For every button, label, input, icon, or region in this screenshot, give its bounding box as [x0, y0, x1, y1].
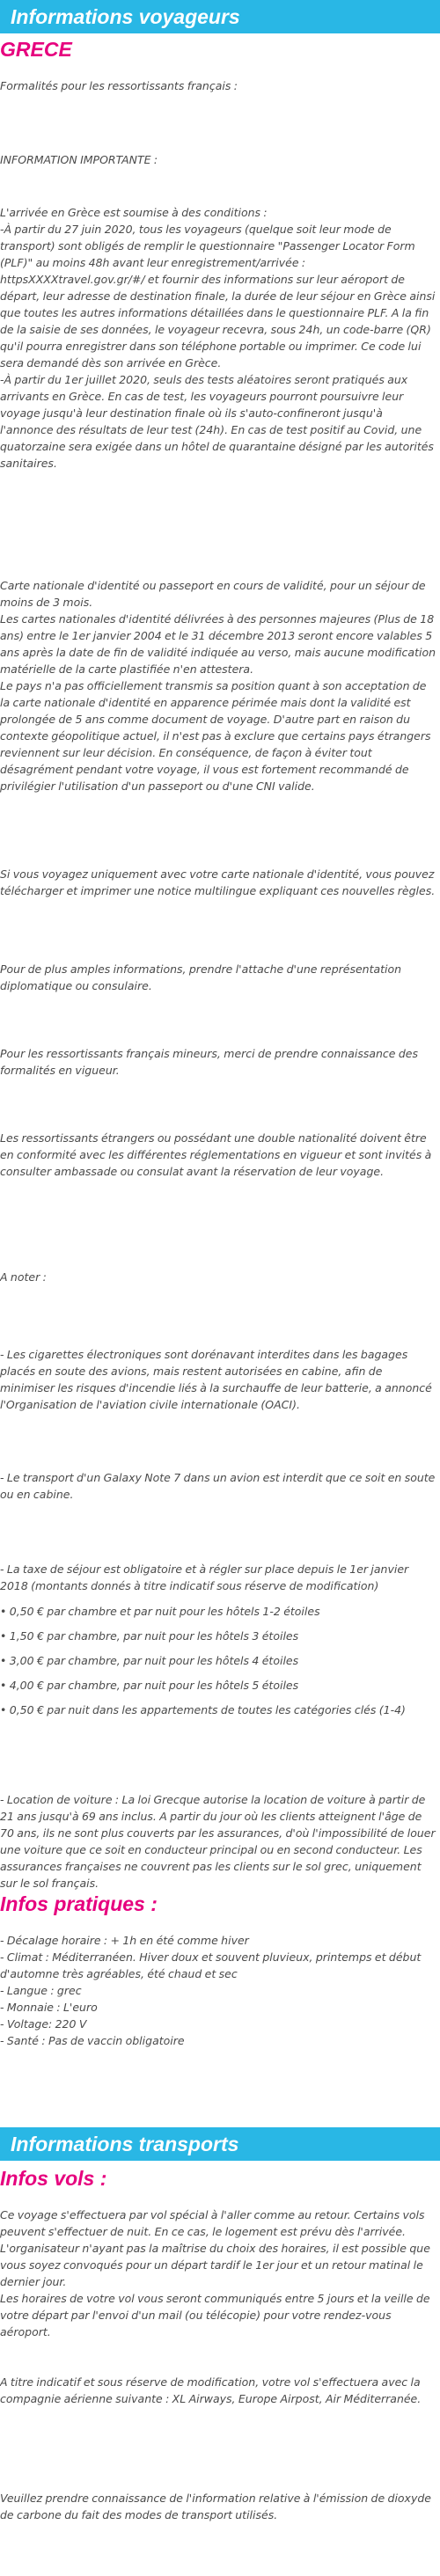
arrival-conditions-text: L'arrivée en Grèce est soumise à des conditions : -À partir du 27 juin 2020, tous les voyageurs (quelque soit leur mode de transport) sont obligés de remplir le questionnaire "Passenger Locator Form (PLF)" au moins 48h avant leur enregistrement/arrivée : httpsXXXXtravel.gov.gr/#/ et fournir des informations sur leur aéroport de départ, leur adresse de destination finale, la durée de leur séjour en Grèce ainsi que toutes les autres informations détaillées dans le questionnaire PLF. A la fin de la saisie de ses données, le voyageur recevra, sous 24h, un code-barre (QR) qu'il pourra enregistrer dans son téléphone portable ou imprimer. Ce code lui sera demandé dès son arrivée en Grèce. -À partir du 1er juillet 2020, seuls des tests aléatoires seront pratiqués aux arrivants en Grèce. En cas de test, les voyageurs pourront poursuivre leur voyage jusqu'à leur destination finale où ils s'auto-confineront jusqu'à l'annonce des résultats de leur test (24h). En cas de test positif au Covid, une quatorzaine sera exigée dans un hôtel de quarantaine désigné par les autorités sanitaires. [0, 206, 436, 470]
co2-emission-text: Veuillez prendre connaissance de l'information relative à l'émission de dioxyde de carbone du fait des modes de transport utilisés. [0, 2492, 431, 2521]
list-item: • 1,50 € par chambre, par nuit pour les hôtels 3 étoiles [0, 1629, 299, 1643]
identity-document-text: Carte nationale d'identité ou passeport en cours de validité, pour un séjour de moins de 3 mois. Les cartes nationales d'identité délivrées à des personnes majeures (Plus de 18 ans) entre le 1er janvier 2004 et le 31 décembre 2013 seront encore valables 5 ans après la date de fin de validité indiquée au verso, mais aucune modification matérielle de la carte plastifiée n'en attestera. Le pays n'a pas officiellement transmis sa position quant à son acceptation de la carte nationale d'identité en apparence périmée mais dont la validité est prolongée de 5 ans comme document de voyage. D'autre part en raison du contexte géopolitique actuel, il n'est pas à exclure que certains pays étrangers reviennent sur leur décision. En conséquence, de façon à éviter tout désagrément pendant votre voyage, il vous est fortement recommandé de privilégier l'utilisation d'un passeport ou d'une CNI valide. [0, 579, 436, 793]
list-item: • 0,50 € par chambre et par nuit pour les hôtels 1-2 étoiles [0, 1605, 320, 1618]
foreign-nationals-text: Les ressortissants étrangers ou possédant une double nationalité doivent être en conformité avec les différentes réglementations en vigueur et sont invités à consulter ambassade ou consulat avant la réservation de leur voyage. [0, 1131, 432, 1178]
formalities-intro: Formalités pour les ressortissants français : [0, 79, 238, 92]
transport-info-banner [0, 2127, 440, 2161]
list-item: • 0,50 € par nuit dans les appartements de toutes les catégories clés (1-4) [0, 1703, 406, 1716]
identity-notice-text: Si vous voyagez uniquement avec votre carte nationale d'identité, vous pouvez télécharger et imprimer une notice multilingue expliquant ces nouvelles règles. [0, 867, 436, 897]
transport-info-title: Informations transports [11, 2133, 239, 2155]
important-info-title: INFORMATION IMPORTANTE : [0, 153, 158, 166]
note-galaxy-note-7: - Le transport d'un Galaxy Note 7 dans un avion est interdit que ce soit en soute ou en cabine. [0, 1471, 436, 1501]
country-title: GRECE [0, 38, 72, 61]
note-car-rental: - Location de voiture : La loi Grecque autorise la location de voiture à partir de 21 ans jusqu'à 69 ans inclus. A partir du jour où les clients atteignent l'âge de 70 ans, ils ne sont plus couverts par les assurances, d'où l'impossibilité de louer une voiture que ce soit en conducteur principal ou en second conducteur. Les assurances françaises ne couvrent pas les clients sur le sol grec, uniquement sur le sol français. [0, 1793, 436, 1890]
travellers-info-banner [0, 0, 440, 33]
diplomatic-info-text: Pour de plus amples informations, prendre l'attache d'une représentation diplomatique ou consulaire. [0, 962, 402, 992]
note-tourist-tax: - La taxe de séjour est obligatoire et à régler sur place depuis le 1er janvier 2018 (montants donnés à titre indicatif sous réserve de modification) [0, 1562, 409, 1592]
tourist-tax-list [0, 1599, 436, 1723]
practical-info-list: - Décalage horaire : + 1h en été comme hiver - Climat : Méditerranéen. Hiver doux et souvent pluvieux, printemps et début d'automne très agréables, été chaud et sec - Langue : grec - Monnaie : L'euro - Voltage: 220 V - Santé : Pas de vaccin obligatoire [0, 1934, 422, 2047]
note-e-cigarettes: - Les cigarettes électroniques sont dorénavant interdites dans les bagages placés en soute des avions, mais restent autorisées en cabine, afin de minimiser les risques d'incendie liés à la surchauffe de leur batterie, a annoncé l'Organisation de l'aviation civile internationale (OACI). [0, 1348, 432, 1411]
airline-info-text: A titre indicatif et sous réserve de modification, votre vol s'effectuera avec la compagnie aérienne suivante : XL Airways, Europe Airpost, Air Méditerranée. [0, 2375, 422, 2405]
minors-formalities-text: Pour les ressortissants français mineurs, merci de prendre connaissance des formalités en vigueur. [0, 1047, 419, 1077]
list-item: • 3,00 € par chambre, par nuit pour les hôtels 4 étoiles [0, 1654, 299, 1667]
travellers-info-title: Informations voyageurs [11, 5, 240, 28]
flight-info-title: Infos vols : [0, 2167, 107, 2190]
practical-info-title: Infos pratiques : [0, 1892, 158, 1915]
note-title: A noter : [0, 1270, 47, 1284]
flight-info-text: Ce voyage s'effectuera par vol spécial à l'aller comme au retour. Certains vols peuvent s'effectuer de nuit. En ce cas, le logement est prévu dès l'arrivée. L'organisateur n'ayant pas la maîtrise du choix des horaires, il est possible que vous soyez convoqués pour un départ tardif le 1er jour et un retour matinal le dernier jour. Les horaires de votre vol vous seront communiqués entre 5 jours et la veille de votre départ par l'envoi d'un mail (ou télécopie) pour votre rendez-vous aéroport. [0, 2208, 430, 2338]
list-item: • 4,00 € par chambre, par nuit pour les hôtels 5 étoiles [0, 1679, 299, 1692]
